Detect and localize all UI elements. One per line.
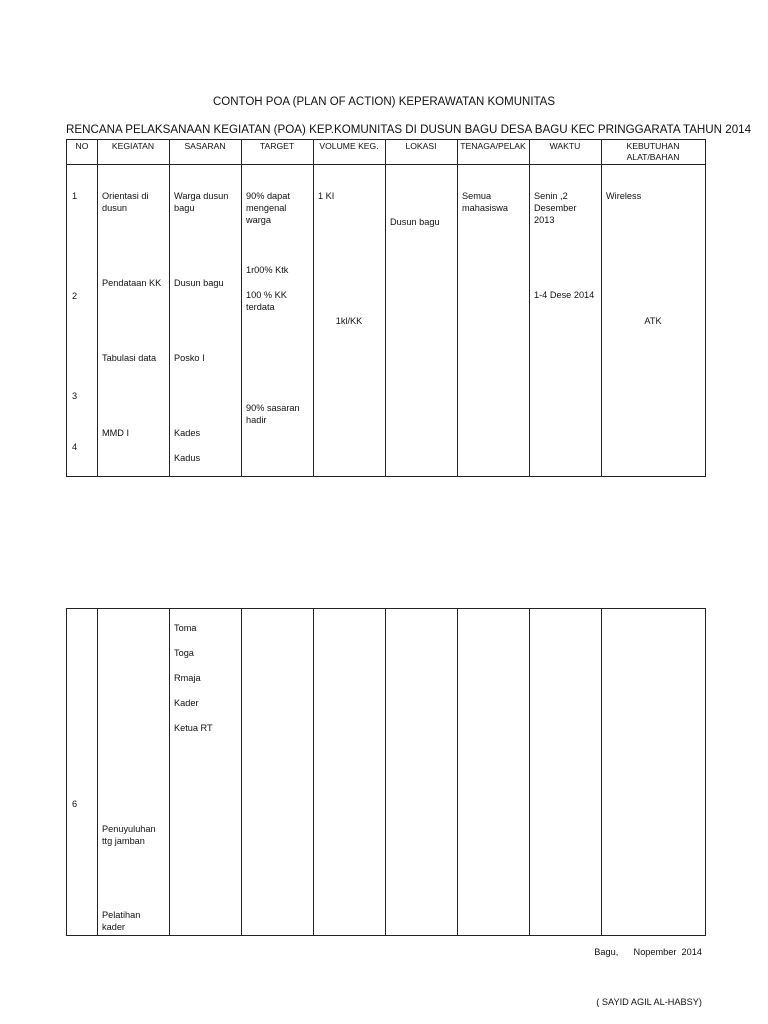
sasaran-cell: Rmaja (174, 673, 201, 683)
kegiatan-cell: Penuyuluhan ttg jamban (102, 824, 156, 846)
sasaran-cell: Posko I (174, 353, 205, 363)
signature-name: ( SAYID AGIL AL-HABSY) (596, 997, 702, 1007)
sasaran-cell: Warga dusun bagu (174, 191, 229, 213)
row-number: 2 (72, 291, 78, 301)
sasaran-cell: Toga (174, 648, 194, 658)
sasaran-cell: Toma (174, 623, 197, 633)
poa-table-continuation (66, 608, 706, 936)
header-lokasi: LOKASI (405, 141, 437, 151)
volume-cell: 1 KI (318, 191, 335, 201)
header-tenaga: TENAGA/PELAK (460, 141, 526, 151)
row-number: 6 (72, 799, 78, 809)
target-cell: 1r00% Ktk (246, 265, 289, 275)
poa-table (66, 139, 706, 477)
header-waktu: WAKTU (549, 141, 581, 151)
header-kebutuhan: KEBUTUHAN ALAT/BAHAN (626, 141, 680, 162)
kegiatan-cell: Pelatihan kader (102, 910, 141, 932)
kegiatan-cell: Tabulasi data (102, 353, 157, 363)
sasaran-cell: Kades (174, 428, 201, 438)
place-date: Bagu, Nopember 2014 (594, 947, 702, 957)
volume-cell: 1kl/KK (335, 316, 363, 326)
document-subtitle: RENCANA PELAKSANAAN KEGIATAN (POA) KEP.KOMUNITAS DI DUSUN BAGU DESA BAGU KEC PRINGGARATA TAHUN 2014 (66, 123, 752, 136)
sasaran-cell: Kader (174, 698, 199, 708)
target-cell: 100 % KK terdata (246, 290, 287, 312)
target-cell: 90% sasaran hadir (246, 403, 300, 425)
document-title: CONTOH POA (PLAN OF ACTION) KEPERAWATAN KOMUNITAS (212, 96, 556, 108)
lokasi-cell: Dusun bagu (390, 217, 440, 227)
header-target: TARGET (259, 141, 295, 151)
row-number: 3 (72, 391, 78, 401)
row-number: 4 (72, 442, 78, 452)
header-sasaran: SASARAN (184, 141, 226, 151)
header-no: NO (75, 141, 89, 151)
row-number: 1 (72, 191, 78, 201)
sasaran-cell: Ketua RT (174, 723, 213, 733)
tenaga-cell: Semua mahasiswa (462, 191, 508, 213)
kebutuhan-cell: Wireless (606, 191, 642, 201)
sasaran-cell: Kadus (174, 453, 201, 463)
target-cell: 90% dapat mengenal warga (246, 191, 290, 225)
kegiatan-cell: Orientasi di dusun (102, 191, 149, 213)
header-volume: VOLUME KEG. (319, 141, 379, 151)
waktu-cell: Senin ,2 Desember 2013 (534, 191, 577, 225)
kegiatan-cell: MMD I (102, 428, 130, 438)
header-kegiatan: KEGIATAN (111, 141, 155, 151)
sasaran-cell: Dusun bagu (174, 278, 224, 288)
kegiatan-cell: Pendataan KK (102, 278, 162, 288)
waktu-cell: 1-4 Dese 2014 (534, 290, 595, 300)
kebutuhan-cell: ATK (644, 316, 662, 326)
